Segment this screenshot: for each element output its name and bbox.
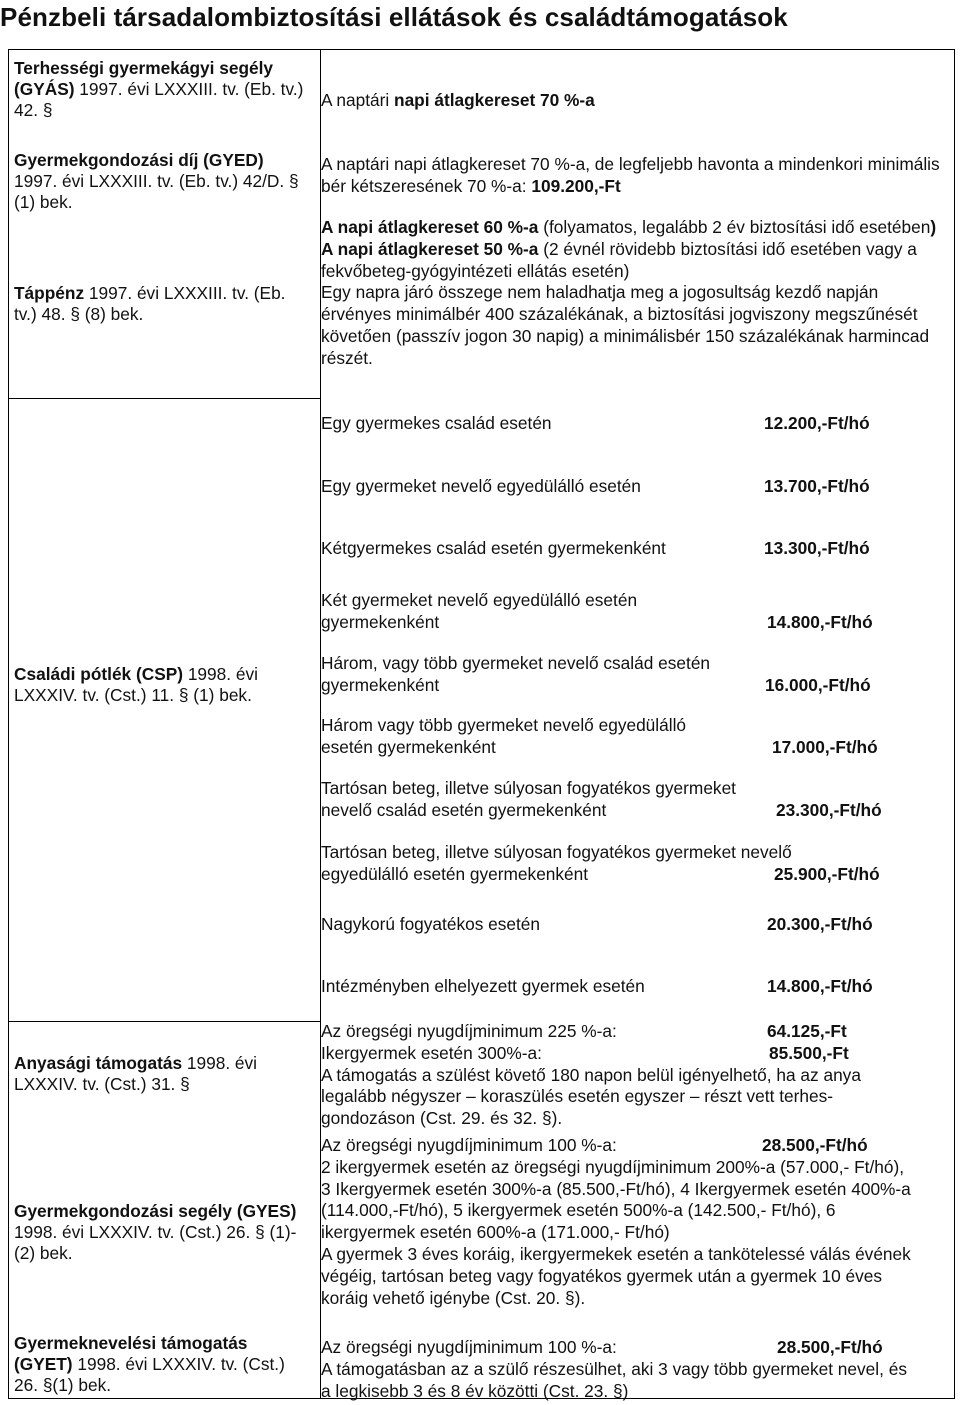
anyasagi-text bbox=[321, 1021, 951, 1130]
gyes-heading: Gyermekgondozási segély (GYES) 1998. évi LXXXIV. tv. (Cst.) 26. § (1)-(2) bek. bbox=[14, 1201, 297, 1263]
csp-row: Egy gyermekes család esetén 12.200,-Ft/hó bbox=[321, 413, 870, 434]
gyes-duration: A gyermek 3 éves koráig, ikergyermekek esetén a tankötelessé válás évének végéig, tartósan beteg vagy fogyatékos gyermek után a gyermek 10 éves koráig vehető igénybe (Cst. 20. §). bbox=[321, 1243, 911, 1308]
csp-row: Két gyermeket nevelő egyedülálló esetén gyermekenként 14.800,-Ft/hó bbox=[321, 590, 873, 633]
gyes-text bbox=[321, 1135, 951, 1309]
benefits-table bbox=[8, 49, 955, 1399]
page-title: Pénzbeli társadalombiztosítási ellátások és családtámogatások bbox=[0, 2, 788, 32]
gyas-amount: A naptári napi átlagkereset 70 %-a bbox=[321, 90, 595, 110]
tappenz-rule-60: A napi átlagkereset 60 %-a (folyamatos, legalább 2 év biztosítási idő esetében) bbox=[321, 217, 937, 237]
row-divider bbox=[9, 1021, 320, 1022]
csp-row: Tartósan beteg, illetve súlyosan fogyatékos gyermeket nevelő egyedülálló esetén gyermekenként 25.900,-Ft/hó bbox=[321, 842, 880, 885]
row-divider bbox=[9, 398, 320, 399]
gyet-line: Az öregségi nyugdíjminimum 100 %-a: 28.500,-Ft/hó bbox=[321, 1337, 883, 1357]
gyes-line: Az öregségi nyugdíjminimum 100 %-a: 28.500,-Ft/hó bbox=[321, 1135, 868, 1155]
csp-row: Tartósan beteg, illetve súlyosan fogyatékos gyermeket nevelő család esetén gyermekenként 23.300,-Ft/hó bbox=[321, 778, 882, 821]
anyasagi-line: Az öregségi nyugdíjminimum 225 %-a: 64.125,-Ft bbox=[321, 1021, 847, 1041]
gyes-twins: 2 ikergyermek esetén az öregségi nyugdíjminimum 200%-a (57.000,- Ft/hó), 3 Ikergyermek esetén 300%-a (85.500,-Ft/hó), 4 Ikergyermek esetén 400%-a (114.000,-Ft/hó), 5 ikergyermek esetén 500%-a (142.500,- Ft/hó), 6 ikergyermek esetén 600%-a (171.000,- Ft/hó) bbox=[321, 1156, 911, 1243]
tappenz-heading: Táppénz 1997. évi LXXXIII. tv. (Eb. tv.) 48. § (8) bek. bbox=[14, 283, 286, 324]
gyet-heading: Gyermeknevelési támogatás (GYET) 1998. évi LXXXIV. tv. (Cst.) 26. §(1) bek. bbox=[14, 1333, 285, 1395]
anyasagi-condition: A támogatás a szülést követő 180 napon belül igényelhető, ha az anya legalább négyszer – koraszülés esetén egyszer – részt vett terhes-gondozáson (Cst. 29. és 32. §). bbox=[321, 1064, 861, 1129]
csp-heading: Családi pótlék (CSP) 1998. évi LXXXIV. tv. (Cst.) 11. § (1) bek. bbox=[14, 664, 258, 705]
tappenz-limit: Egy napra járó összege nem haladhatja meg a jogosultság kezdő napján érvényes minimálbér 400 százalékának, a biztosítási jogviszony megszűnését követően (passzív jogon 30 napig) a minimálisbér 150 százalékának harmincad részét. bbox=[321, 282, 930, 368]
gyet-text bbox=[321, 1337, 951, 1402]
csp-row: Három vagy több gyermeket nevelő egyedülálló esetén gyermekenként 17.000,-Ft/hó bbox=[321, 715, 878, 758]
tappenz-text bbox=[321, 217, 951, 370]
gyas-heading: Terhességi gyermekágyi segély (GYÁS) 1997. évi LXXXIII. tv. (Eb. tv.) 42. § bbox=[14, 58, 304, 120]
csp-row: Kétgyermekes család esetén gyermekenként 13.300,-Ft/hó bbox=[321, 538, 870, 559]
csp-row: Intézményben elhelyezett gyermek esetén 14.800,-Ft/hó bbox=[321, 976, 873, 997]
csp-row: Három, vagy több gyermeket nevelő család esetén gyermekenként 16.000,-Ft/hó bbox=[321, 653, 871, 696]
tappenz-rule-50: A napi átlagkereset 50 %-a (2 évnél rövidebb biztosítási idő esetében vagy a fekvőbeteg-gyógyintézeti ellátás esetén) bbox=[321, 238, 917, 281]
gyet-condition: A támogatásban az a szülő részesülhet, aki 3 vagy több gyermeket nevel, és a legkisebb 3 és 8 év közötti (Cst. 23. §) bbox=[321, 1358, 907, 1401]
csp-row: Nagykorú fogyatékos esetén 20.300,-Ft/hó bbox=[321, 914, 873, 935]
csp-row: Egy gyermeket nevelő egyedülálló esetén 13.700,-Ft/hó bbox=[321, 476, 870, 497]
gyed-amount: A naptári napi átlagkereset 70 %-a, de legfeljebb havonta a mindenkori minimális bér kétszeresének 70 %-a: 109.200,-Ft bbox=[321, 154, 940, 196]
gyed-heading: Gyermekgondozási díj (GYED) 1997. évi LXXXIII. tv. (Eb. tv.) 42/D. § (1) bek. bbox=[14, 150, 299, 212]
anyasagi-line: Ikergyermek esetén 300%-a: 85.500,-Ft bbox=[321, 1042, 849, 1063]
anyasagi-heading: Anyasági támogatás 1998. évi LXXXIV. tv. (Cst.) 31. § bbox=[14, 1053, 258, 1094]
